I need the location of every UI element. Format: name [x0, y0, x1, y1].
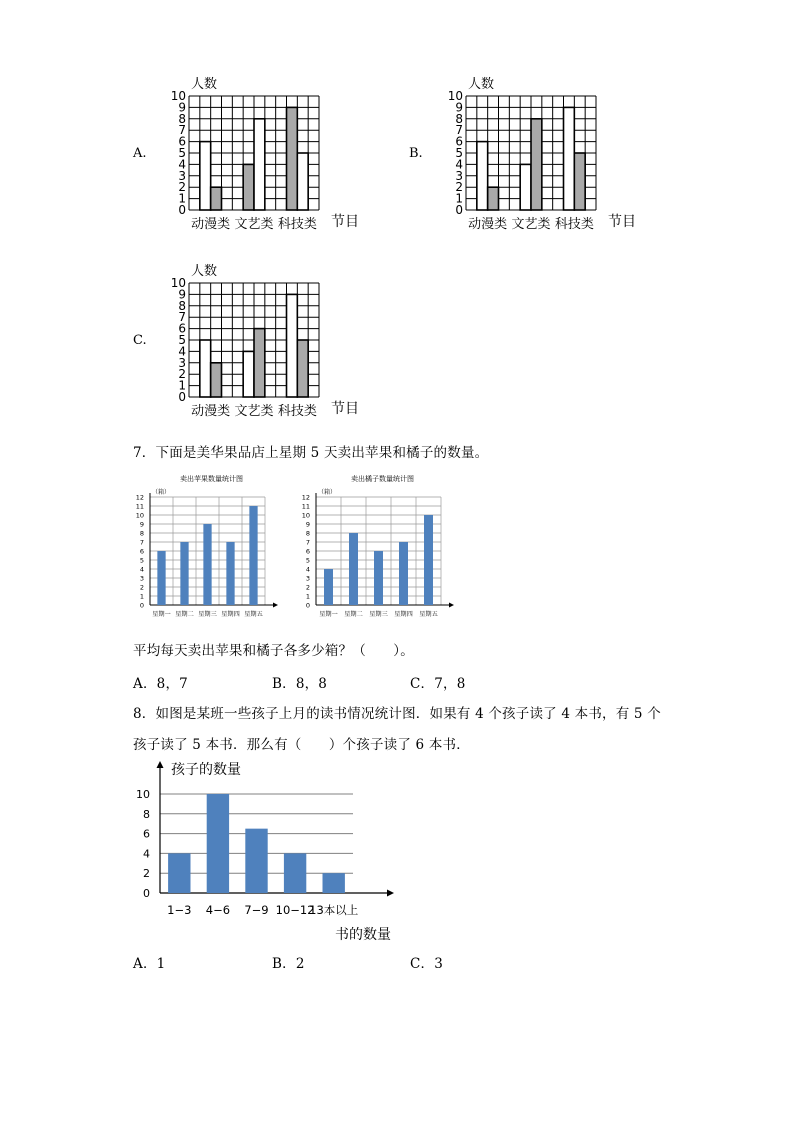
x-category-label: 文艺类 [234, 217, 274, 232]
x-axis-arrow [449, 603, 454, 608]
bar [287, 294, 298, 397]
bar [254, 329, 265, 397]
y-tick-label: 0 [178, 203, 186, 217]
y-tick-label: 10 [170, 276, 186, 290]
y-tick-label: 8 [178, 111, 186, 126]
x-category-label: 星期一 [152, 611, 171, 618]
y-tick-label: 4 [143, 847, 150, 861]
y-tick-label: 0 [178, 390, 186, 404]
y-tick-label: 7 [455, 123, 463, 138]
y-tick-label: 2 [455, 180, 463, 195]
y-tick-label: 2 [178, 367, 186, 382]
question-8-line1: 8．如图是某班一些孩子上月的读书情况统计图．如果有 4 个孩子读了 4 本书，有 5 个 [133, 706, 661, 722]
y-tick-label: 8 [178, 298, 186, 313]
x-axis-arrow [387, 890, 394, 897]
question-8-line2: 孩子读了 5 本书．那么有（ ）个孩子读了 6 本书． [133, 737, 470, 753]
y-tick-label: 8 [139, 529, 144, 538]
chart-option-a [165, 70, 375, 235]
y-tick-label: 4 [305, 565, 310, 574]
y-axis-arrow [157, 761, 164, 768]
y-tick-label: 6 [143, 827, 150, 841]
x-category-label: 星期三 [198, 611, 217, 618]
chart-option-b [442, 70, 652, 235]
y-tick-label: 10 [170, 89, 186, 103]
y-tick-label: 3 [305, 574, 310, 583]
x-category-label: 动漫类 [191, 404, 231, 419]
x-category-label: 动漫类 [468, 217, 508, 232]
y-tick-label: 7 [305, 538, 310, 547]
y-tick-label: 3 [455, 168, 463, 183]
bar [200, 340, 211, 397]
bar [297, 340, 308, 397]
y-tick-label: 10 [447, 89, 463, 103]
bar [243, 164, 254, 210]
x-axis-label: 节目 [331, 401, 359, 417]
q7-option-a: A．8，7 [133, 676, 188, 692]
option-b-label: B. [409, 146, 423, 161]
bar [226, 542, 234, 605]
x-category-label: 文艺类 [234, 404, 274, 419]
y-tick-label: 0 [139, 601, 144, 610]
question-7-text: 7．下面是美华果品店上星期 5 天卖出苹果和橘子的数量。 [133, 445, 489, 461]
x-category-label: 7−9 [244, 903, 269, 917]
y-tick-label: 6 [139, 547, 144, 556]
y-tick-label: 9 [178, 287, 186, 302]
chart-option-c [165, 257, 375, 422]
x-category-label: 星期五 [419, 611, 438, 618]
chart-oranges [296, 470, 461, 625]
chart-title: 卖出橘子数量统计图 [351, 475, 414, 483]
y-axis-label: 人数 [191, 77, 218, 92]
y-tick-label: 2 [139, 583, 144, 592]
y-tick-label: 11 [301, 502, 310, 511]
y-tick-label: 1 [178, 191, 186, 206]
y-tick-label: 3 [139, 574, 144, 583]
x-category-label: 星期三 [369, 611, 388, 618]
y-tick-label: 5 [305, 556, 310, 565]
bar [243, 351, 254, 397]
option-a-label: A. [133, 146, 147, 161]
x-axis-label: 节目 [608, 214, 636, 230]
x-category-label: 星期二 [175, 611, 194, 618]
bar [207, 794, 229, 893]
x-category-label: 星期一 [319, 611, 338, 618]
y-tick-label: 2 [143, 867, 150, 881]
option-c-label: C. [133, 333, 147, 348]
y-tick-label: 10 [135, 511, 144, 520]
y-tick-label: 8 [455, 111, 463, 126]
y-unit-label: （箱） [152, 489, 171, 496]
y-tick-label: 4 [455, 157, 463, 172]
y-axis-label: 孩子的数量 [171, 762, 241, 778]
y-tick-label: 7 [178, 310, 186, 325]
y-tick-label: 2 [178, 180, 186, 195]
y-tick-label: 2 [305, 583, 310, 592]
bar [245, 829, 267, 893]
y-tick-label: 5 [139, 556, 144, 565]
y-tick-label: 3 [178, 355, 186, 370]
x-axis-label: 书的数量 [335, 927, 391, 943]
bar [297, 153, 308, 210]
bar [531, 119, 542, 210]
x-category-label: 星期五 [244, 611, 263, 618]
y-tick-label: 12 [301, 493, 310, 502]
y-tick-label: 1 [178, 378, 186, 393]
bar [399, 542, 408, 605]
bar [574, 153, 585, 210]
bar [249, 506, 257, 605]
bar [324, 569, 333, 605]
y-tick-label: 10 [136, 788, 150, 801]
question-7-prompt: 平均每天卖出苹果和橘子各多少箱？（ ）。 [133, 643, 414, 659]
y-tick-label: 7 [139, 538, 144, 547]
x-category-label: 4−6 [205, 903, 231, 917]
x-axis-arrow [273, 603, 278, 608]
y-tick-label: 12 [135, 493, 144, 502]
y-tick-label: 4 [139, 565, 144, 574]
x-axis-label: 节目 [331, 214, 359, 230]
y-tick-label: 5 [178, 333, 186, 347]
y-tick-label: 6 [455, 134, 463, 149]
y-tick-label: 5 [455, 146, 463, 160]
y-tick-label: 0 [305, 601, 310, 610]
y-tick-label: 9 [139, 520, 144, 529]
y-tick-label: 1 [455, 191, 463, 206]
y-tick-label: 9 [305, 520, 310, 529]
x-category-label: 13本以上 [309, 903, 359, 917]
x-category-label: 科技类 [277, 404, 317, 419]
x-category-label: 星期二 [344, 611, 363, 618]
y-tick-label: 6 [178, 134, 186, 149]
bar [180, 542, 188, 605]
y-tick-label: 1 [139, 592, 144, 601]
x-category-label: 科技类 [277, 217, 317, 232]
y-tick-label: 9 [178, 100, 186, 115]
bar [200, 142, 211, 210]
y-tick-label: 6 [305, 547, 310, 556]
bar [374, 551, 383, 605]
bar [424, 515, 433, 605]
y-tick-label: 5 [178, 146, 186, 160]
y-tick-label: 3 [178, 168, 186, 183]
y-tick-label: 0 [455, 203, 463, 217]
x-category-label: 1−3 [167, 903, 192, 917]
y-tick-label: 10 [301, 511, 310, 520]
bar [203, 524, 211, 605]
bar [284, 853, 306, 893]
q7-option-c: C．7，8 [410, 676, 466, 692]
chart-reading [125, 758, 405, 948]
y-tick-label: 9 [455, 100, 463, 115]
bar [211, 187, 222, 210]
bar [564, 107, 575, 210]
bar [488, 187, 499, 210]
bar [157, 551, 165, 605]
q8-option-c: C．3 [410, 956, 444, 972]
y-tick-label: 8 [305, 529, 310, 538]
x-category-label: 星期四 [221, 611, 240, 618]
bar [323, 873, 345, 893]
x-category-label: 科技类 [554, 217, 594, 232]
y-tick-label: 1 [305, 592, 310, 601]
q8-option-b: B．2 [272, 956, 305, 972]
y-axis-label: 人数 [468, 77, 495, 92]
y-tick-label: 11 [135, 502, 144, 511]
y-tick-label: 0 [143, 887, 150, 900]
y-tick-label: 4 [178, 344, 186, 359]
y-axis-label: 人数 [191, 264, 218, 279]
bar [211, 363, 222, 397]
y-tick-label: 7 [178, 123, 186, 138]
chart-title: 卖出苹果数量统计图 [180, 475, 243, 483]
bar [287, 107, 298, 210]
bar [520, 164, 531, 210]
x-category-label: 文艺类 [511, 217, 551, 232]
bar [349, 533, 358, 605]
q7-option-b: B．8，8 [272, 676, 328, 692]
bar [168, 853, 190, 893]
y-tick-label: 8 [143, 807, 150, 821]
y-unit-label: （箱） [318, 489, 337, 496]
q8-option-a: A．1 [133, 956, 166, 972]
y-tick-label: 4 [178, 157, 186, 172]
y-tick-label: 6 [178, 321, 186, 336]
bar [254, 119, 265, 210]
chart-apples [130, 470, 285, 625]
bar [477, 142, 488, 210]
x-category-label: 星期四 [394, 611, 413, 618]
x-category-label: 动漫类 [191, 217, 231, 232]
x-category-label: 10−12 [275, 903, 315, 917]
